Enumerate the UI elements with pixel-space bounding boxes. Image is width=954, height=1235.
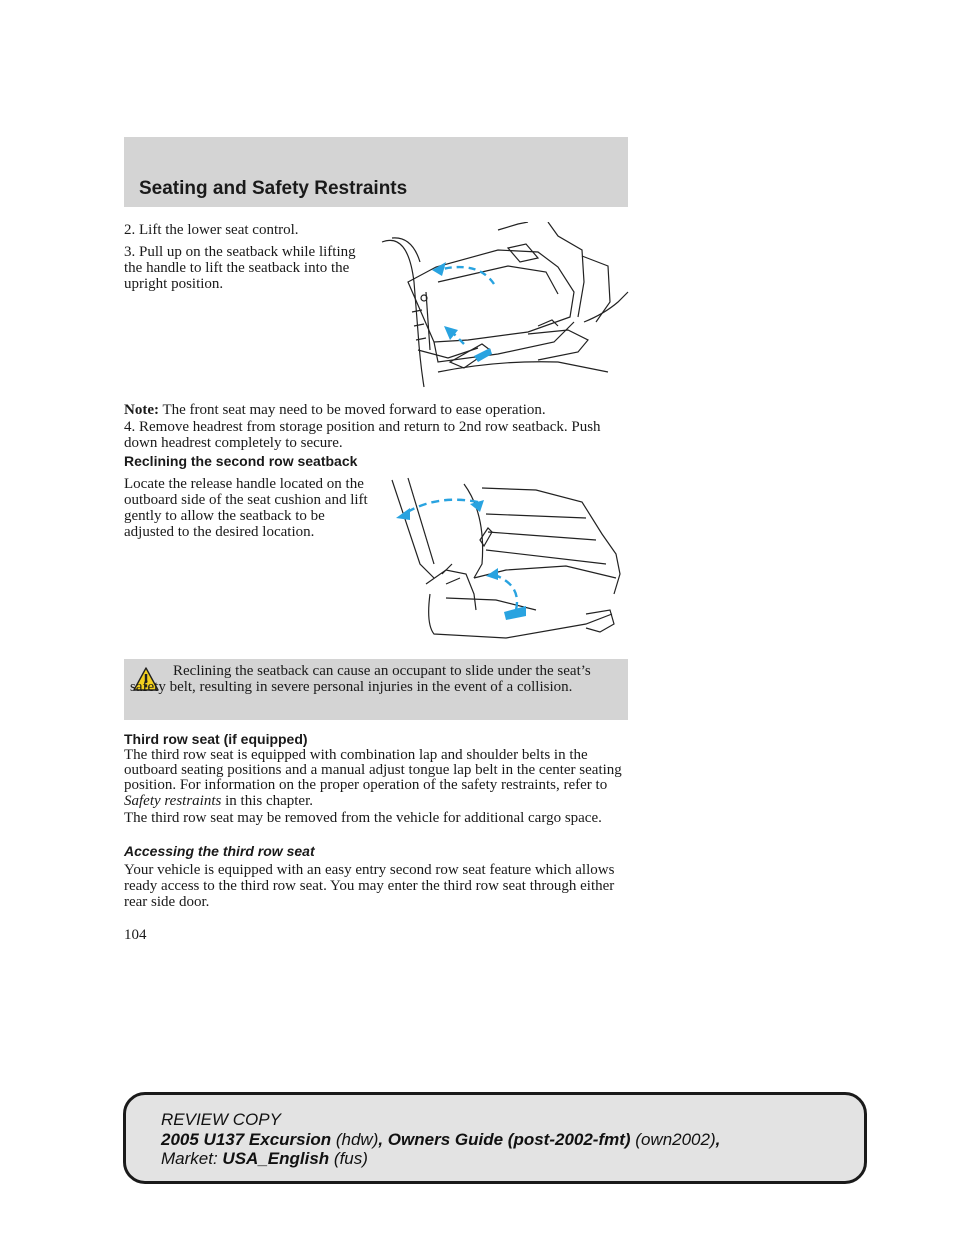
footer-model-line [161,1131,720,1148]
note-paragraph [124,402,628,418]
warning-text: Reclining the seatback can cause an occupant to slide under the seat’s safety belt, resulting in severe personal injuries in the event of a collision. [130,663,591,695]
footer-market-label: Market: [161,1149,218,1168]
third-row-body [124,748,628,826]
footer-guide: , Owners Guide (post-2002-fmt) [378,1130,631,1149]
reclining-heading: Reclining the second row seatback [124,453,358,469]
footer-model: 2005 U137 Excursion [161,1130,332,1149]
note-text: The front seat may need to be moved forward to ease operation. [162,402,546,418]
step-3: 3. Pull up on the seatback while lifting the handle to lift the seatback into the upright position. [124,244,356,292]
footer-model-code: (hdw) [335,1130,379,1149]
footer-review-copy: REVIEW COPY [161,1110,281,1129]
footer-market-code: (fus) [333,1149,368,1168]
third-row-text-end: in this chapter. [225,792,314,809]
section-title: Seating and Safety Restraints [139,178,408,199]
note-label: Note: [124,402,159,418]
third-row-paragraph-2: The third row seat may be removed from the vehicle for additional cargo space. [124,809,602,826]
seat-recline-illustration [386,474,628,644]
reclining-body: Locate the release handle located on the outboard side of the seat cushion and lift gently to allow the seatback to be adjusted to the desired location. [124,476,368,540]
third-row-paragraph-1 [124,748,628,809]
safety-restraints-reference: Safety restraints [124,792,222,809]
step-2: 2. Lift the lower seat control. [124,222,299,238]
footer-market: USA_English [222,1149,330,1168]
third-row-heading: Third row seat (if equipped) [124,731,308,747]
steps-top [124,222,376,292]
accessing-body: Your vehicle is equipped with an easy entry second row seat feature which allows ready access to the third row seat. You may enter the third row seat through either rear side door. [124,862,615,910]
page-number: 104 [124,927,147,943]
footer-comma: , [715,1130,721,1149]
seat-fold-illustration [378,222,630,390]
note-block [124,402,628,451]
footer-market-line [161,1150,368,1167]
review-copy-footer [123,1092,867,1184]
accessing-heading: Accessing the third row seat [124,843,315,859]
third-row-text: The third row seat is equipped with combination lap and shoulder belts in the outboard seating positions and a manual adjust tongue lap belt in the center seating position. For information on the proper operation of the safety restraints, refer to [124,747,622,794]
footer-guide-code: (own2002) [635,1130,716,1149]
step-4: 4. Remove headrest from storage position and return to 2nd row seatback. Push down headrest completely to secure. [124,419,601,451]
